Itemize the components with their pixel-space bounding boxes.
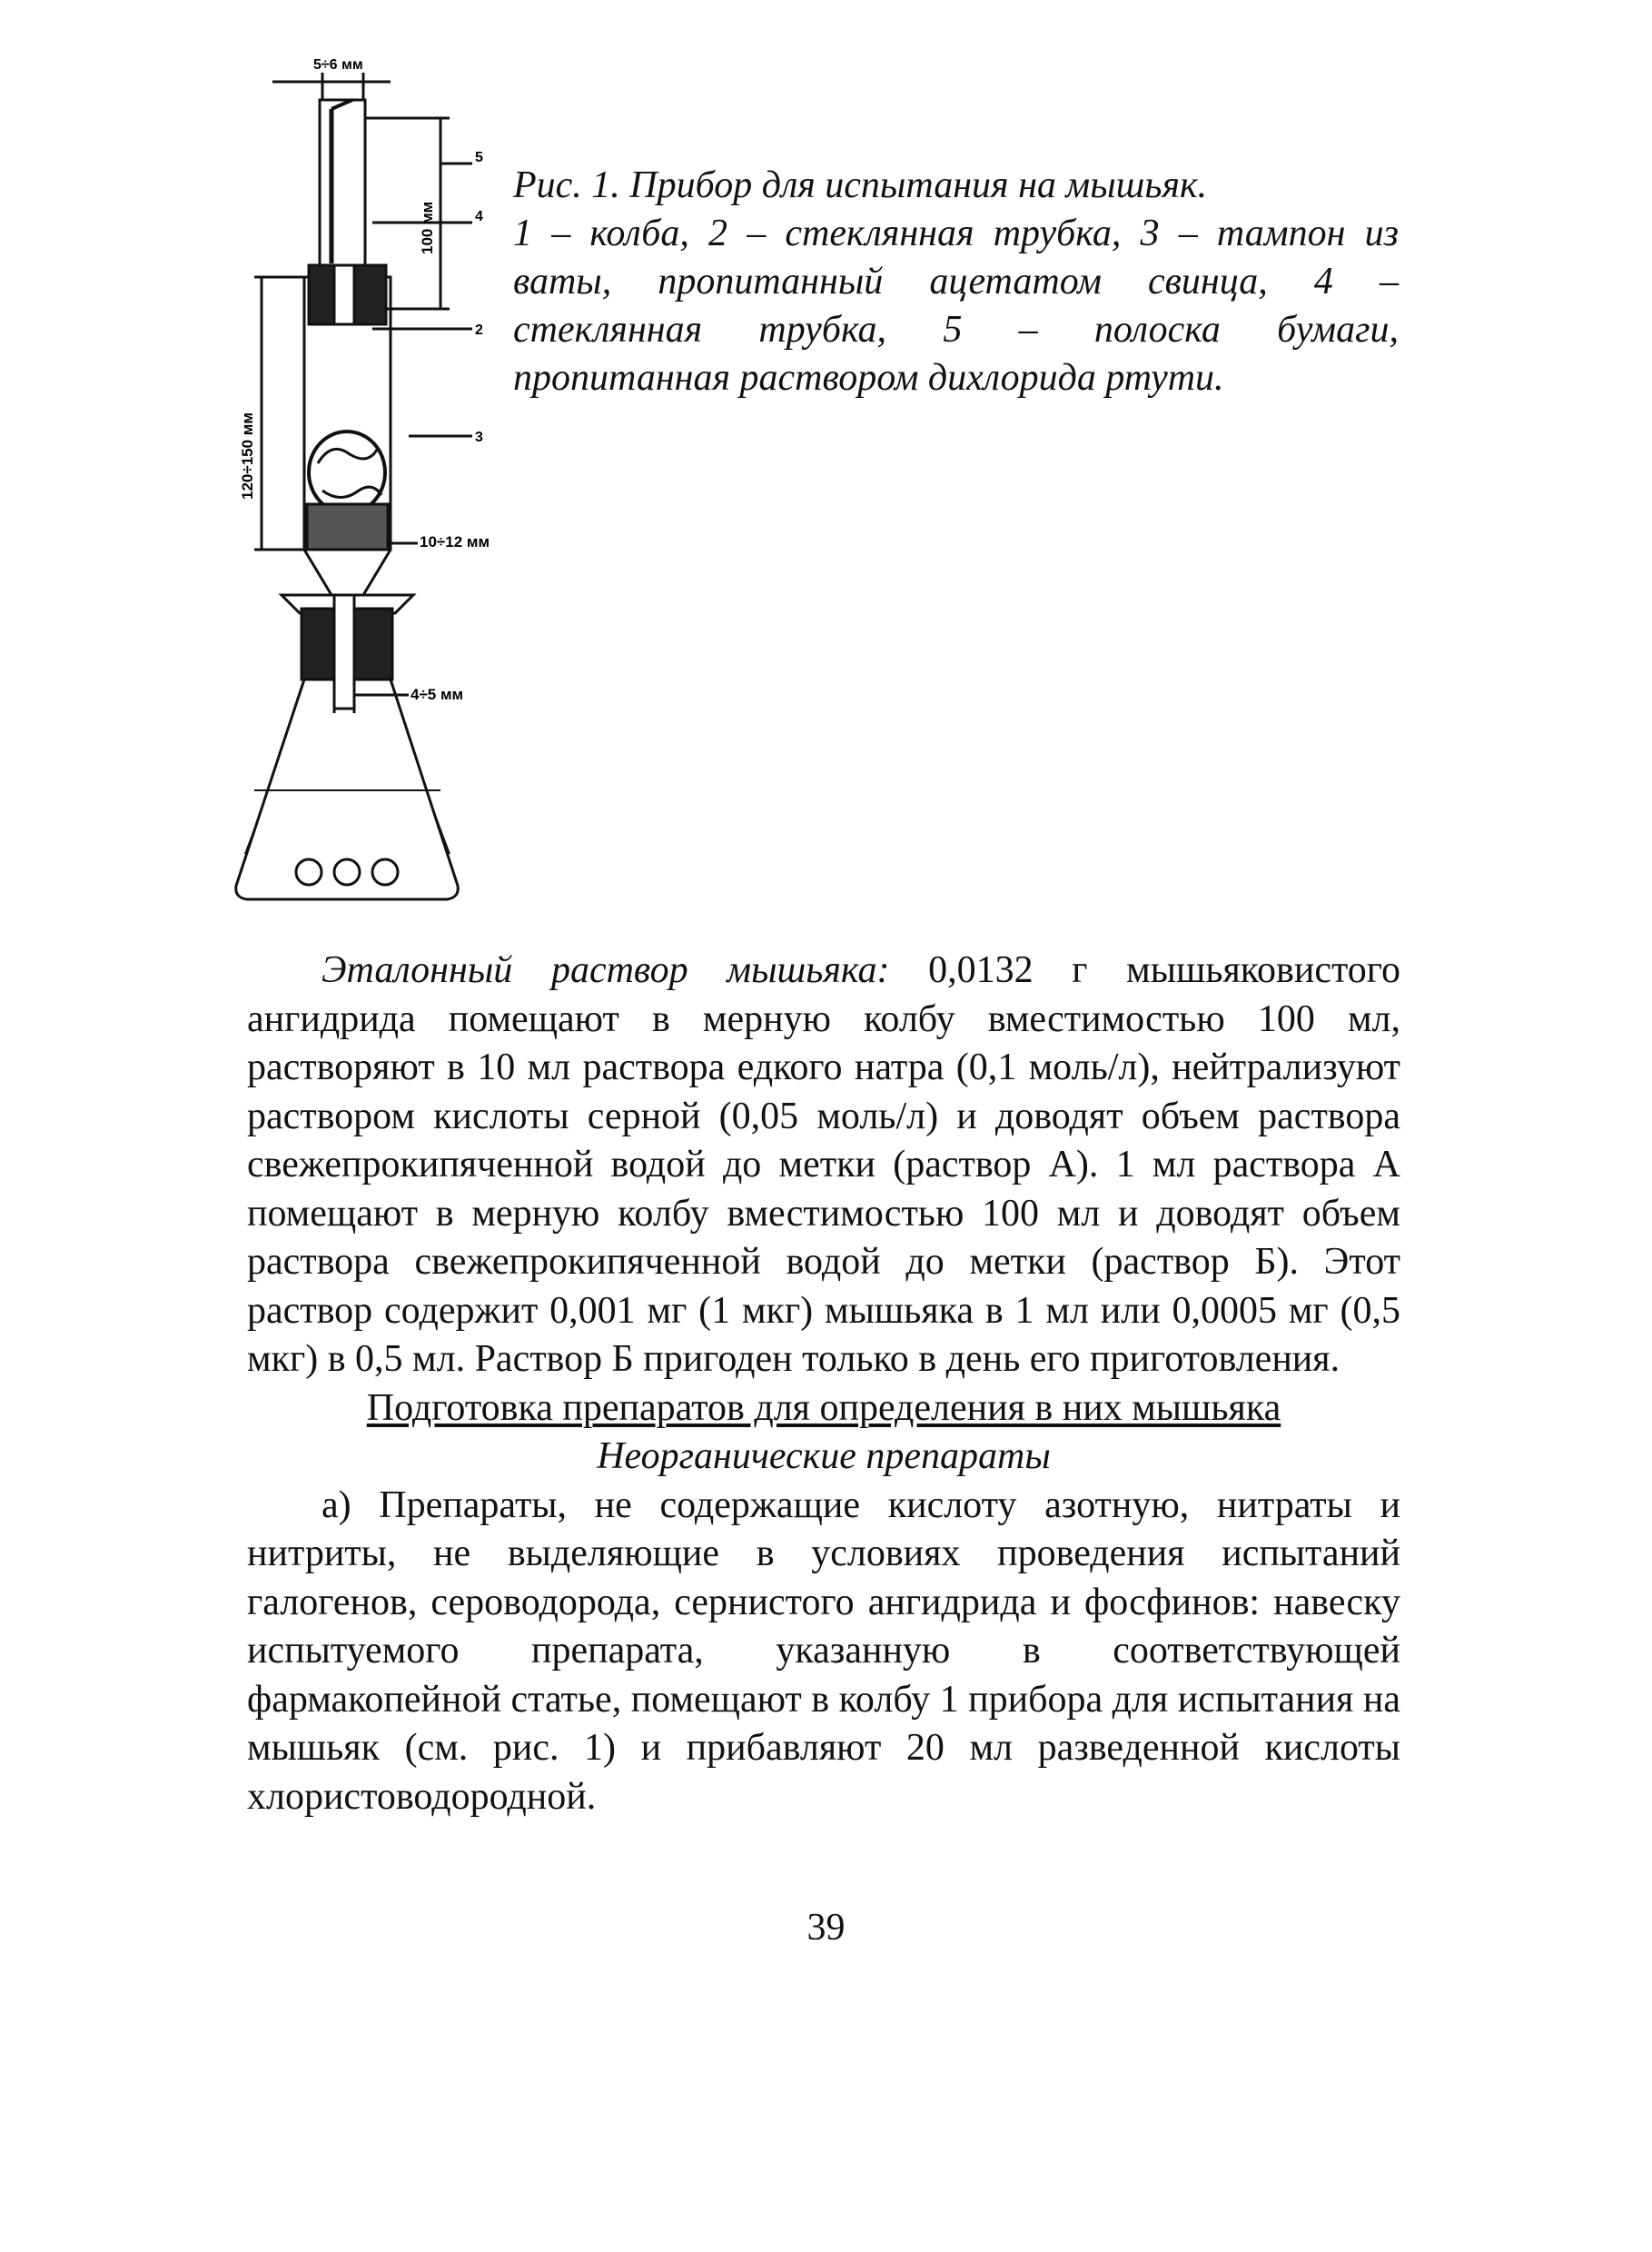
dim-outlet-diameter: 4÷5 мм [411, 686, 464, 703]
caption-title: Рис. 1. Прибор для испытания на мышьяк. [513, 164, 1208, 206]
callout-2: 2 [475, 322, 483, 338]
caption-line: ваты, пропитанный ацетатом свинца, 4 – [513, 261, 1399, 303]
standard-solution-paragraph [247, 947, 1400, 1384]
dim-tube-diameter: 10÷12 мм [420, 533, 490, 551]
standard-solution-text: 0,0132 г мышьяковистого ангидрида помещают в мерную колбу вместимостью 100 мл, растворяют в 10 мл раствора едкого натра (0,1 моль/л), нейтрализуют раствором кислоты серной (0,05 моль/л) и доводят объем раствора свежепрокипяченной водой до метки (раствор А). 1 мл раствора А помещают в мерную колбу вместимостью 100 мл и доводят объем раствора свежепрокипяченной водой до метки (раствор Б). Этот раствор содержит 0,001 мг (1 мкг) мышьяка в 1 мл или 0,0005 мг (0,5 мкг) в 0,5 мл. Раствор Б пригоден только в день его приготовления. [247, 949, 1400, 1380]
standard-solution-lead: Эталонный раствор мышьяка: [321, 949, 890, 991]
callout-3: 3 [475, 430, 483, 445]
page-number: 39 [806, 1907, 846, 1949]
caption-line: 1 – колба, 2 – стеклянная трубка, 3 – тампон из [513, 213, 1399, 254]
apparatus-diagram [218, 45, 527, 918]
section-subheading: Неорганические препараты [597, 1435, 1051, 1477]
dim-tube-length: 120÷150 мм [239, 412, 256, 500]
callout-4: 4 [475, 209, 483, 224]
body-text [247, 947, 1400, 1821]
apparatus-figure [218, 45, 527, 918]
paragraph-a: а) Препараты, не содержащие кислоту азотную, нитраты и нитриты, не выделяющие в условиях проведения испытаний галогенов, сероводорода, сернистого ангидрида и фосфинов: навеску испытуемого препарата, указанную в соответствующей фармакопейной статье, помещают в колбу 1 прибора для испытания на мышьяк (см. рис. 1) и прибавляют 20 мл разведенной кислоты хлористоводородной. [247, 1483, 1400, 1818]
figure-caption [513, 162, 1399, 402]
caption-line: стеклянная трубка, 5 – полоска бумаги, [513, 309, 1399, 351]
dim-paper-length: 100 мм [419, 201, 436, 254]
callout-5: 5 [475, 150, 483, 165]
caption-line: пропитанная раствором дихлорида ртути. [513, 357, 1224, 399]
dim-tube-gap: 5÷6 мм [313, 57, 363, 73]
section-heading: Подготовка препаратов для определения в них мышьяка [366, 1386, 1281, 1429]
